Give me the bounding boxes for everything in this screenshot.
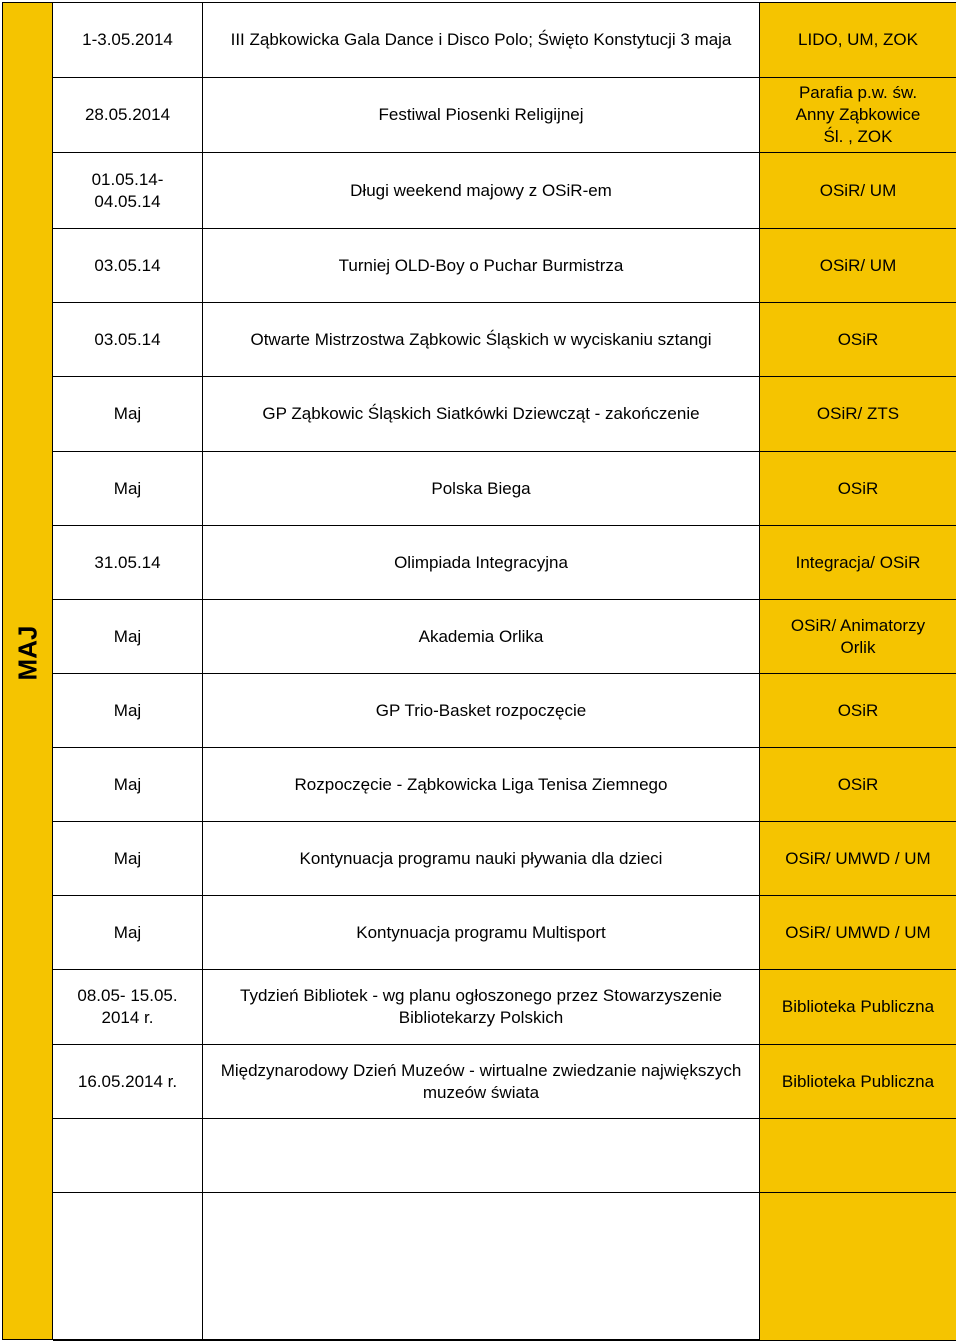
date-cell: Maj: [53, 377, 203, 451]
schedule-table: [2, 2, 956, 1340]
date-cell: Maj: [53, 822, 203, 895]
event-cell: Turniej OLD-Boy o Puchar Burmistrza: [203, 229, 760, 302]
table-row: [53, 78, 956, 153]
date-cell: 01.05.14- 04.05.14: [53, 153, 203, 228]
date-cell: 1-3.05.2014: [53, 3, 203, 77]
date-cell: Maj: [53, 896, 203, 969]
table-row: [53, 896, 956, 970]
organizer-cell: OSiR/ UM: [760, 229, 956, 302]
event-cell: [203, 1119, 760, 1192]
organizer-cell: Biblioteka Publiczna: [760, 1045, 956, 1118]
event-cell: Rozpoczęcie - Ząbkowicka Liga Tenisa Ziemnego: [203, 748, 760, 821]
event-cell: Polska Biega: [203, 452, 760, 525]
table-row: [53, 600, 956, 674]
event-cell: Festiwal Piosenki Religijnej: [203, 78, 760, 152]
organizer-cell: Biblioteka Publiczna: [760, 970, 956, 1044]
date-cell: 08.05- 15.05. 2014 r.: [53, 970, 203, 1044]
organizer-cell: OSiR: [760, 303, 956, 376]
date-cell: Maj: [53, 452, 203, 525]
organizer-cell: OSiR/ ZTS: [760, 377, 956, 451]
date-cell: 31.05.14: [53, 526, 203, 599]
table-row: [53, 1193, 956, 1341]
organizer-cell: OSiR: [760, 748, 956, 821]
month-column: [3, 3, 53, 1339]
date-cell: Maj: [53, 600, 203, 673]
date-cell: [53, 1119, 203, 1192]
organizer-cell: OSiR/ UMWD / UM: [760, 896, 956, 969]
date-cell: Maj: [53, 674, 203, 747]
date-cell: 03.05.14: [53, 229, 203, 302]
table-row: [53, 526, 956, 600]
table-row: [53, 822, 956, 896]
events-grid: [53, 3, 956, 1339]
event-cell: Kontynuacja programu nauki pływania dla dzieci: [203, 822, 760, 895]
table-row: [53, 1045, 956, 1119]
date-cell: [53, 1193, 203, 1340]
table-row: [53, 3, 956, 78]
table-row: [53, 153, 956, 229]
date-cell: 28.05.2014: [53, 78, 203, 152]
organizer-cell: [760, 1193, 956, 1340]
event-cell: Tydzień Bibliotek - wg planu ogłoszonego przez Stowarzyszenie Bibliotekarzy Polskich: [203, 970, 760, 1044]
table-row: [53, 303, 956, 377]
table-row: [53, 452, 956, 526]
table-row: [53, 377, 956, 452]
event-cell: Otwarte Mistrzostwa Ząbkowic Śląskich w wyciskaniu sztangi: [203, 303, 760, 376]
event-cell: Kontynuacja programu Multisport: [203, 896, 760, 969]
event-cell: Międzynarodowy Dzień Muzeów - wirtualne zwiedzanie największych muzeów świata: [203, 1045, 760, 1118]
table-row: [53, 970, 956, 1045]
table-row: [53, 1119, 956, 1193]
date-cell: 03.05.14: [53, 303, 203, 376]
table-row: [53, 674, 956, 748]
organizer-cell: OSiR: [760, 452, 956, 525]
event-cell: III Ząbkowicka Gala Dance i Disco Polo; Święto Konstytucji 3 maja: [203, 3, 760, 77]
date-cell: 16.05.2014 r.: [53, 1045, 203, 1118]
event-cell: Olimpiada Integracyjna: [203, 526, 760, 599]
event-cell: GP Ząbkowic Śląskich Siatkówki Dziewcząt - zakończenie: [203, 377, 760, 451]
date-cell: Maj: [53, 748, 203, 821]
event-cell: [203, 1193, 760, 1340]
organizer-cell: OSiR/ Animatorzy Orlik: [760, 600, 956, 673]
month-label: MAJ: [12, 625, 43, 681]
organizer-cell: OSiR: [760, 674, 956, 747]
organizer-cell: OSiR/ UMWD / UM: [760, 822, 956, 895]
organizer-cell: LIDO, UM, ZOK: [760, 3, 956, 77]
table-row: [53, 229, 956, 303]
event-cell: Długi weekend majowy z OSiR-em: [203, 153, 760, 228]
event-cell: GP Trio-Basket rozpoczęcie: [203, 674, 760, 747]
organizer-cell: OSiR/ UM: [760, 153, 956, 228]
table-row: [53, 748, 956, 822]
event-cell: Akademia Orlika: [203, 600, 760, 673]
organizer-cell: [760, 1119, 956, 1192]
organizer-cell: Integracja/ OSiR: [760, 526, 956, 599]
organizer-cell: Parafia p.w. św. Anny Ząbkowice Śl. , ZOK: [760, 78, 956, 152]
